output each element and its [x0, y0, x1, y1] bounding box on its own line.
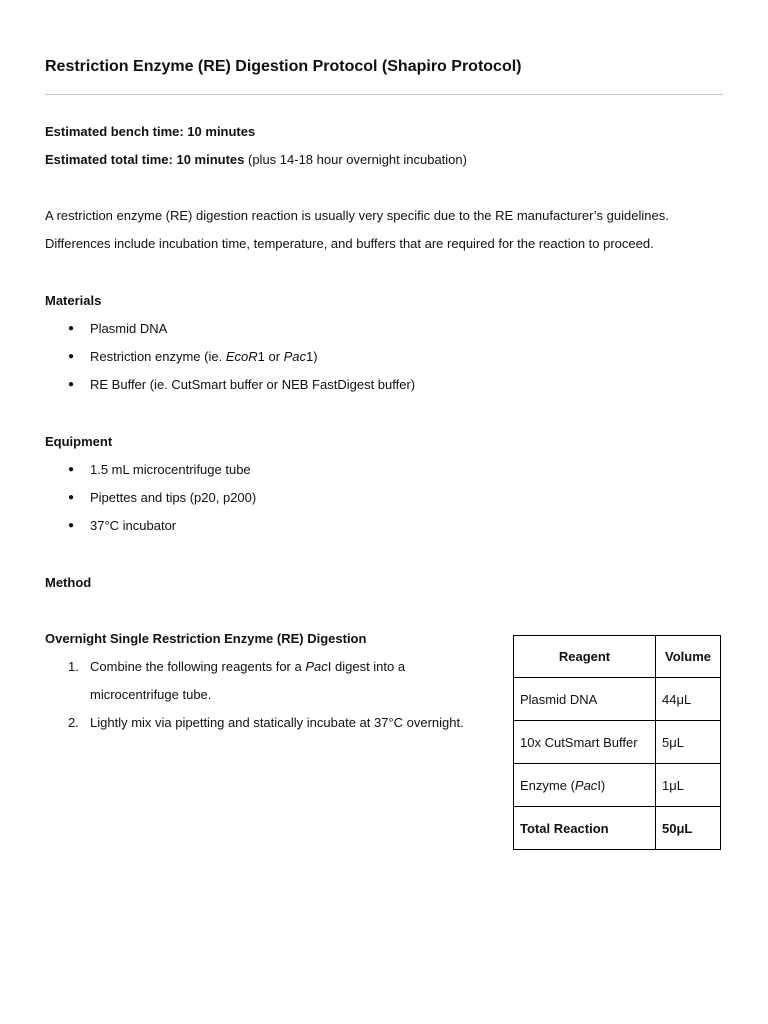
enzyme-name: Pac — [574, 777, 598, 793]
step-text-part: Combine the following reagents for a — [90, 659, 306, 674]
materials-heading: Materials — [45, 293, 102, 308]
step-text-part: I digest into a — [327, 659, 406, 674]
volume-cell: 1μL — [656, 764, 721, 807]
step-number: 1. — [68, 659, 79, 674]
material-item: RE Buffer (ie. CutSmart buffer or NEB FastDigest buffer) — [90, 377, 416, 392]
equipment-item: 37°C incubator — [90, 518, 177, 533]
reagent-table — [513, 635, 721, 850]
equipment-heading: Equipment — [45, 434, 113, 449]
reagent-cell: Plasmid DNA — [514, 678, 656, 721]
header-reagent: Reagent — [514, 636, 656, 678]
table-row-total — [514, 807, 721, 850]
reagent-text: Enzyme ( — [520, 777, 575, 793]
material-item: Plasmid DNA — [90, 321, 168, 336]
enzyme-name: Pac — [305, 659, 328, 674]
page-title: Restriction Enzyme (RE) Digestion Protocol (Shapiro Protocol) — [45, 58, 522, 75]
bullet-icon: ● — [68, 379, 75, 390]
bullet-icon: ● — [68, 464, 75, 475]
step-text — [90, 659, 405, 674]
bullet-icon: ● — [68, 492, 75, 503]
material-text: 1 or — [257, 349, 284, 364]
material-item — [90, 349, 318, 364]
reagent-cell — [514, 764, 656, 807]
volume-cell: 5μL — [656, 721, 721, 764]
table-row — [514, 721, 721, 764]
bullet-icon: ● — [68, 323, 75, 334]
step-text-continued: microcentrifuge tube. — [90, 687, 212, 702]
step-number: 2. — [68, 715, 79, 730]
bullet-icon: ● — [68, 520, 75, 531]
intro-line-2: Differences include incubation time, temperature, and buffers that are required for the reaction to proceed. — [45, 236, 654, 251]
enzyme-name: EcoR — [225, 349, 258, 364]
reagent-text: I) — [597, 777, 606, 793]
table-row — [514, 764, 721, 807]
table-header-row — [514, 636, 721, 678]
table-row — [514, 678, 721, 721]
reagent-cell: 10x CutSmart Buffer — [514, 721, 656, 764]
method-heading: Method — [45, 575, 92, 590]
total-time — [45, 152, 467, 167]
enzyme-name: Pac — [283, 349, 307, 364]
volume-cell: 44μL — [656, 678, 721, 721]
bench-time: Estimated bench time: 10 minutes — [45, 124, 256, 139]
total-time-label: Estimated total time: 10 minutes — [45, 152, 245, 167]
title-divider — [45, 94, 723, 95]
material-text: Restriction enzyme (ie. — [90, 349, 226, 364]
reagent-cell: Total Reaction — [514, 807, 656, 850]
material-text: 1) — [306, 349, 318, 364]
method-subheading: Overnight Single Restriction Enzyme (RE) Digestion — [45, 631, 367, 646]
total-time-note: (plus 14-18 hour overnight incubation) — [244, 152, 467, 167]
header-volume: Volume — [656, 636, 721, 678]
step-text: Lightly mix via pipetting and statically incubate at 37°C overnight. — [90, 715, 464, 730]
equipment-item: 1.5 mL microcentrifuge tube — [90, 462, 251, 477]
volume-cell: 50μL — [656, 807, 721, 850]
intro-line-1: A restriction enzyme (RE) digestion reaction is usually very specific due to the RE manufacturer’s guidelines. — [45, 208, 669, 223]
bullet-icon: ● — [68, 351, 75, 362]
equipment-item: Pipettes and tips (p20, p200) — [90, 490, 257, 505]
